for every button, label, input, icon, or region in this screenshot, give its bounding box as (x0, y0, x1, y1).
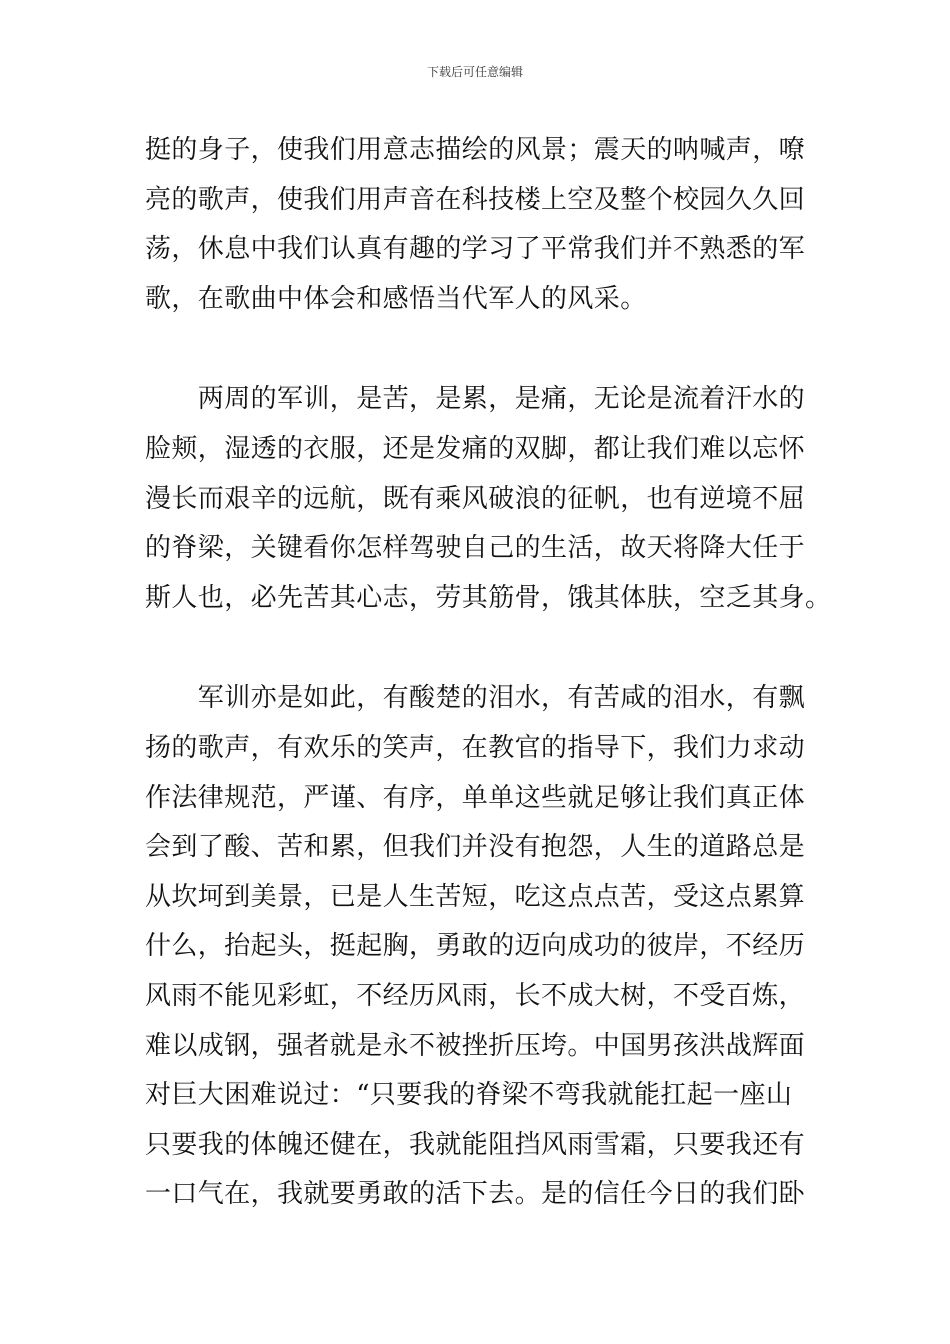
text-line: 一口气在，我就要勇敢的活下去。是的信任今日的我们卧 (145, 1179, 806, 1210)
document-body (145, 126, 832, 1220)
text-line: 荡，休息中我们认真有趣的学习了平常我们并不熟悉的军 (145, 234, 806, 265)
text-line: 漫长而艰辛的远航，既有乘风破浪的征帆，也有逆境不屈 (145, 483, 806, 514)
paragraph-3 (145, 674, 809, 1220)
text-line: 什么，抬起头，挺起胸，勇敢的迈向成功的彼岸，不经历 (145, 931, 806, 962)
text-line: 难以成钢，强者就是永不被挫折压垮。中国男孩洪战辉面 (145, 1030, 806, 1061)
text-line: 从坎坷到美景，已是人生苦短，吃这点点苦，受这点累算 (145, 881, 806, 912)
text-line: 挺的身子，使我们用意志描绘的风景；震天的呐喊声，嘹 (145, 135, 806, 165)
text-line: 斯人也，必先苦其心志，劳其筋骨，饿其体肤，空乏其身。 (145, 582, 832, 613)
text-line: 的脊梁，关键看你怎样驾驶自己的生活，故天将降大任于 (145, 533, 806, 564)
text-line: 军训亦是如此，有酸楚的泪水，有苦咸的泪水，有飘 (145, 683, 806, 714)
paragraph-1 (145, 126, 809, 324)
paragraph-gap (145, 623, 809, 674)
text-line: 两周的军训，是苦，是累，是痛，无论是流着汗水的 (145, 384, 806, 415)
paragraph-gap (145, 324, 809, 375)
text-line: 亮的歌声，使我们用声音在科技楼上空及整个校园久久回 (145, 184, 806, 215)
paragraph-2 (145, 375, 832, 623)
text-line: 只要我的体魄还健在，我就能阻挡风雨雪霜，只要我还有 (145, 1129, 806, 1160)
text-line: 歌，在歌曲中体会和感悟当代军人的风采。 (145, 283, 647, 314)
text-line: 作法律规范，严谨、有序，单单这些就足够让我们真正体 (145, 782, 806, 813)
text-line: 对巨大困难说过：“只要我的脊梁不弯我就能扛起一座山 (145, 1080, 793, 1111)
text-line: 风雨不能见彩虹，不经历风雨，长不成大树，不受百炼， (145, 980, 806, 1011)
page-header: 下载后可任意编辑 (426, 65, 523, 79)
text-line: 脸颊，湿透的衣服，还是发痛的双脚，都让我们难以忘怀 (145, 433, 806, 464)
text-line: 会到了酸、苦和累，但我们并没有抱怨，人生的道路总是 (145, 832, 806, 863)
text-line: 扬的歌声，有欢乐的笑声，在教官的指导下，我们力求动 (145, 732, 806, 763)
